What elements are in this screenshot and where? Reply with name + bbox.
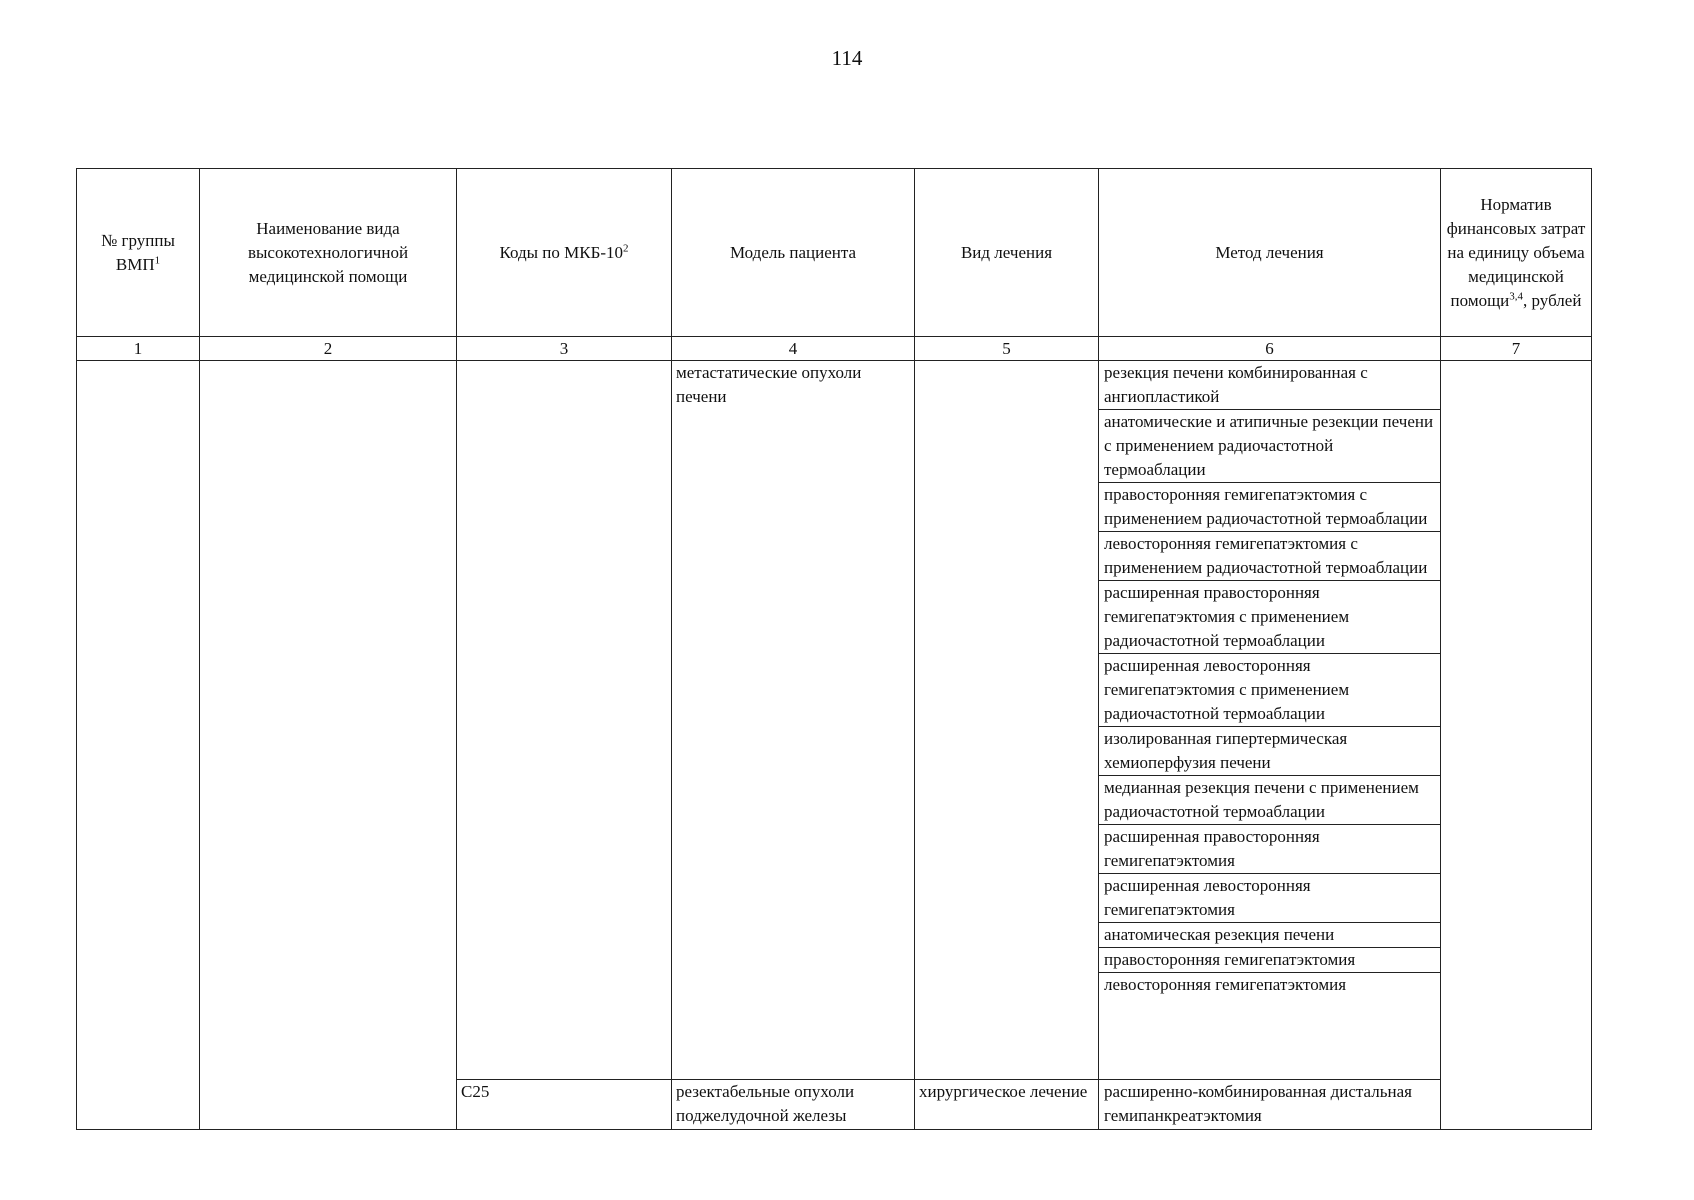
- method-item: анатомическая резекция печени: [1099, 923, 1440, 948]
- icd-code-cell: C25: [457, 1080, 672, 1130]
- header-treatment-type: Вид лечения: [915, 169, 1099, 337]
- header-row: [77, 169, 1592, 337]
- method-item: расширенная правосторонняя гемигепатэктомия: [1099, 825, 1440, 874]
- treatment-type-cell: [915, 361, 1099, 1080]
- patient-model-cell: метастатические опухоли печени: [672, 361, 915, 1080]
- method-item: правосторонняя гемигепатэктомия: [1099, 948, 1440, 973]
- column-number: 6: [1099, 337, 1441, 361]
- page-number: 114: [831, 46, 863, 70]
- icd-code-cell: [457, 361, 672, 1080]
- column-number: 1: [77, 337, 200, 361]
- header-treatment-method: Метод лечения: [1099, 169, 1441, 337]
- method-item: изолированная гипертермическая хемиоперфузия печени: [1099, 727, 1440, 776]
- group-number-cell: [77, 361, 200, 1130]
- method-item: расширенная левосторонняя гемигепатэктомия с применением радиочастотной термоаблации: [1099, 654, 1440, 727]
- table-row: [77, 361, 1592, 1080]
- treatment-method-cell: [1099, 361, 1441, 1080]
- header-cost-standard: Норматив финансовых затрат на единицу объема медицинской помощи$^{3,4}$, рублей: [1441, 169, 1592, 337]
- method-item: анатомические и атипичные резекции печени с применением радиочастотной термоаблации: [1099, 410, 1440, 483]
- treatment-method-cell: [1099, 1080, 1441, 1130]
- cost-standard-cell: [1441, 361, 1592, 1130]
- method-item: левосторонняя гемигепатэктомия с применением радиочастотной термоаблации: [1099, 532, 1440, 581]
- column-number: 4: [672, 337, 915, 361]
- header-group-number: № группы ВМП$^1$: [77, 169, 200, 337]
- method-item: расширенная левосторонняя гемигепатэктомия: [1099, 874, 1440, 923]
- treatment-type-cell: хирургическое лечение: [915, 1080, 1099, 1130]
- column-number: 2: [200, 337, 457, 361]
- method-item: расширенно-комбинированная дистальная гемипанкреатэктомия: [1104, 1082, 1412, 1125]
- column-number: 7: [1441, 337, 1592, 361]
- method-item: левосторонняя гемигепатэктомия: [1104, 975, 1347, 994]
- patient-model-cell: резектабельные опухоли поджелудочной железы: [672, 1080, 915, 1130]
- care-type-cell: [200, 361, 457, 1130]
- header-care-type: Наименование вида высокотехнологичной медицинской помощи: [200, 169, 457, 337]
- column-number: 3: [457, 337, 672, 361]
- treatment-table: [76, 168, 1592, 1130]
- method-item: правосторонняя гемигепатэктомия с применением радиочастотной термоаблации: [1099, 483, 1440, 532]
- method-item: медианная резекция печени с применением радиочастотной термоаблации: [1099, 776, 1440, 825]
- header-icd-codes: Коды по МКБ-$10^2$: [457, 169, 672, 337]
- method-item: расширенная правосторонняя гемигепатэктомия с применением радиочастотной термоаблации: [1099, 581, 1440, 654]
- column-number-row: [77, 337, 1592, 361]
- method-item: резекция печени комбинированная с ангиопластикой: [1099, 361, 1440, 410]
- column-number: 5: [915, 337, 1099, 361]
- header-patient-model: Модель пациента: [672, 169, 915, 337]
